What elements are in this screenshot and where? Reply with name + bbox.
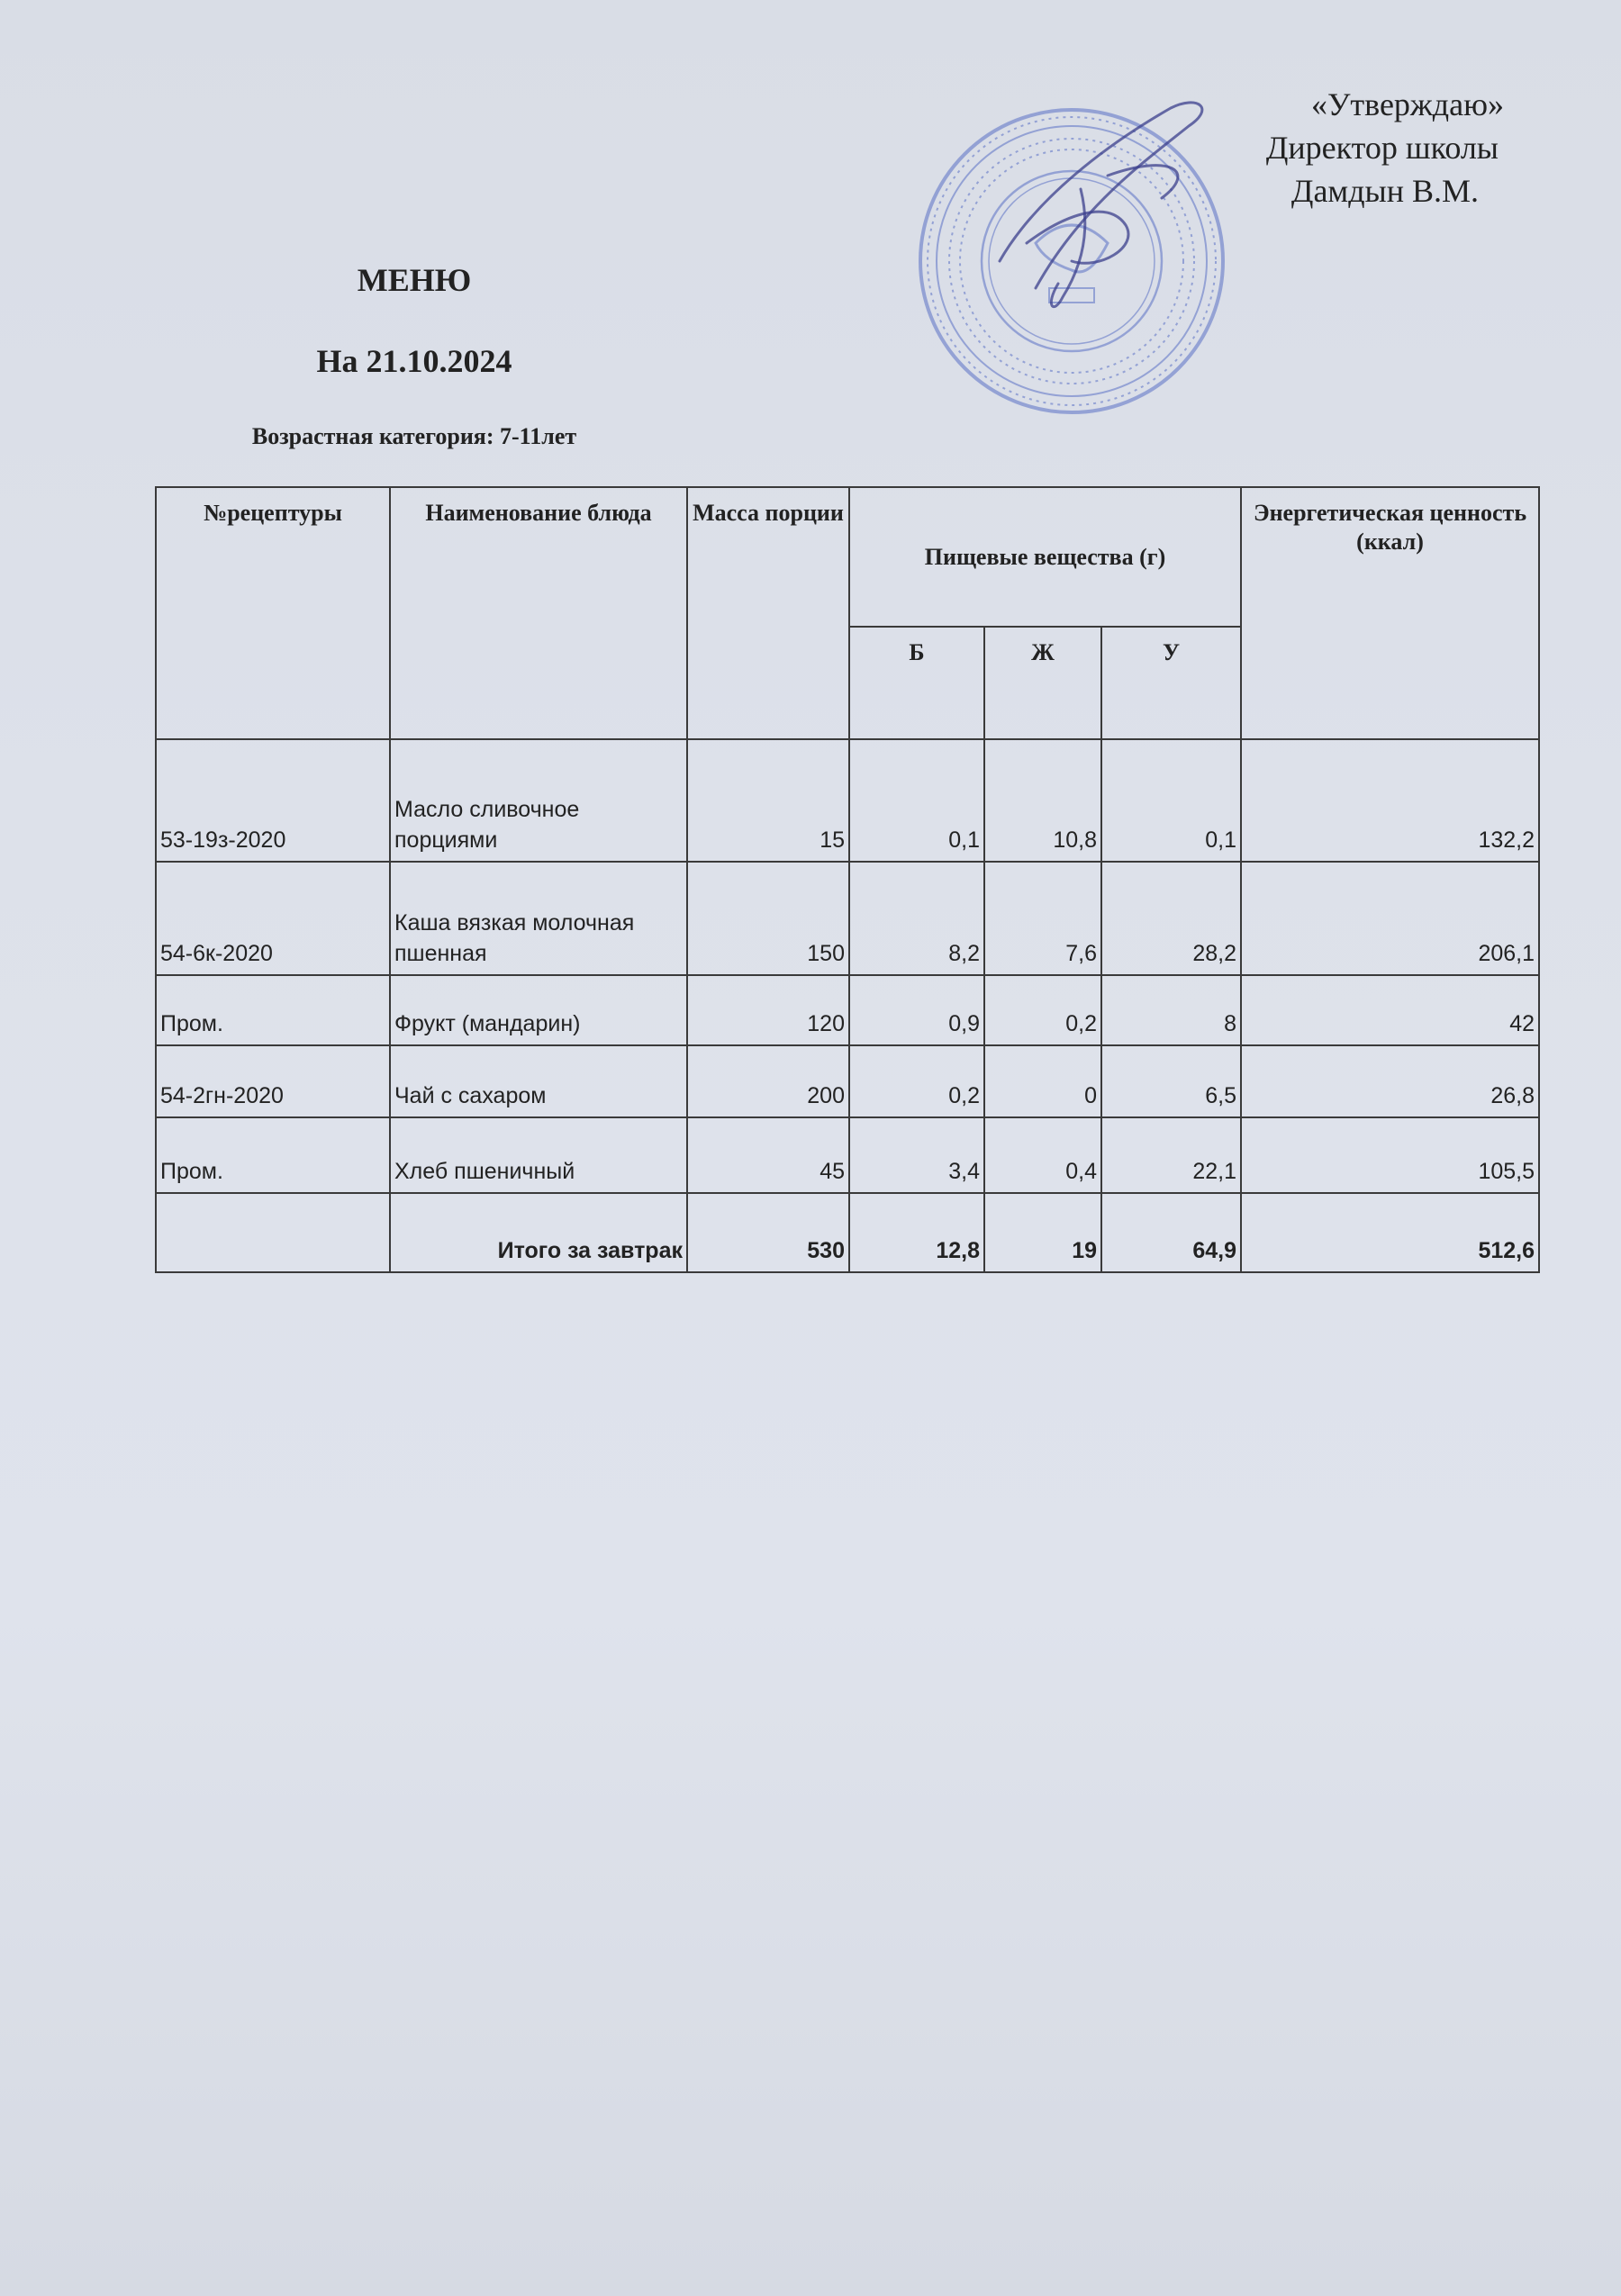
row-carbs: 6,5 bbox=[1101, 1045, 1241, 1117]
row-dish: Каша вязкая молочная пшенная bbox=[390, 862, 687, 975]
table-row bbox=[156, 975, 1539, 1045]
row-carbs: 0,1 bbox=[1101, 739, 1241, 862]
row-protein: 0,9 bbox=[849, 975, 984, 1045]
approval-block bbox=[1162, 83, 1540, 212]
row-carbs: 8 bbox=[1101, 975, 1241, 1045]
row-energy: 132,2 bbox=[1241, 739, 1539, 862]
row-energy: 42 bbox=[1241, 975, 1539, 1045]
total-row bbox=[156, 1193, 1539, 1272]
row-dish: Хлеб пшеничный bbox=[390, 1117, 687, 1193]
document-title: МЕНЮ bbox=[357, 262, 472, 298]
total-fat: 19 bbox=[984, 1193, 1101, 1272]
row-fat: 10,8 bbox=[984, 739, 1101, 862]
row-protein: 0,1 bbox=[849, 739, 984, 862]
row-recipe: 53-19з-2020 bbox=[156, 739, 390, 862]
row-protein: 0,2 bbox=[849, 1045, 984, 1117]
row-recipe: Пром. bbox=[156, 1117, 390, 1193]
total-energy: 512,6 bbox=[1241, 1193, 1539, 1272]
row-mass: 200 bbox=[687, 1045, 849, 1117]
row-fat: 0,4 bbox=[984, 1117, 1101, 1193]
row-energy: 105,5 bbox=[1241, 1117, 1539, 1193]
age-category: Возрастная категория: 7-11лет bbox=[251, 423, 577, 449]
total-label: Итого за завтрак bbox=[390, 1193, 687, 1272]
table-row bbox=[156, 1045, 1539, 1117]
row-recipe: Пром. bbox=[156, 975, 390, 1045]
row-recipe: 54-2гн-2020 bbox=[156, 1045, 390, 1117]
header-mass: Масса порции bbox=[687, 487, 849, 739]
approval-title: «Утверждаю» bbox=[1310, 86, 1504, 122]
total-mass: 530 bbox=[687, 1193, 849, 1272]
table-row bbox=[156, 862, 1539, 975]
total-carbs: 64,9 bbox=[1101, 1193, 1241, 1272]
menu-table bbox=[155, 486, 1540, 1273]
approval-position: Директор школы bbox=[1265, 130, 1499, 166]
row-fat: 7,6 bbox=[984, 862, 1101, 975]
row-energy: 26,8 bbox=[1241, 1045, 1539, 1117]
row-mass: 15 bbox=[687, 739, 849, 862]
total-protein: 12,8 bbox=[849, 1193, 984, 1272]
header-carbs: У bbox=[1101, 627, 1241, 739]
row-carbs: 22,1 bbox=[1101, 1117, 1241, 1193]
row-carbs: 28,2 bbox=[1101, 862, 1241, 975]
header-fat: Ж bbox=[984, 627, 1101, 739]
document-date: На 21.10.2024 bbox=[316, 343, 512, 379]
row-protein: 3,4 bbox=[849, 1117, 984, 1193]
header-energy: Энергетическая ценность (ккал) bbox=[1241, 487, 1539, 739]
row-fat: 0,2 bbox=[984, 975, 1101, 1045]
row-dish: Фрукт (мандарин) bbox=[390, 975, 687, 1045]
header-row bbox=[156, 487, 1539, 627]
row-protein: 8,2 bbox=[849, 862, 984, 975]
row-fat: 0 bbox=[984, 1045, 1101, 1117]
row-dish: Чай с сахаром bbox=[390, 1045, 687, 1117]
table-row bbox=[156, 739, 1539, 862]
header-recipe: №рецептуры bbox=[156, 487, 390, 739]
row-energy: 206,1 bbox=[1241, 862, 1539, 975]
row-mass: 45 bbox=[687, 1117, 849, 1193]
header-dish: Наименование блюда bbox=[390, 487, 687, 739]
header-protein: Б bbox=[849, 627, 984, 739]
row-mass: 120 bbox=[687, 975, 849, 1045]
approval-name: Дамдын В.М. bbox=[1290, 173, 1479, 209]
row-recipe: 54-6к-2020 bbox=[156, 862, 390, 975]
total-empty-cell bbox=[156, 1193, 390, 1272]
row-mass: 150 bbox=[687, 862, 849, 975]
header-nutrients: Пищевые вещества (г) bbox=[849, 487, 1241, 627]
row-dish: Масло сливочное порциями bbox=[390, 739, 687, 862]
table-row bbox=[156, 1117, 1539, 1193]
